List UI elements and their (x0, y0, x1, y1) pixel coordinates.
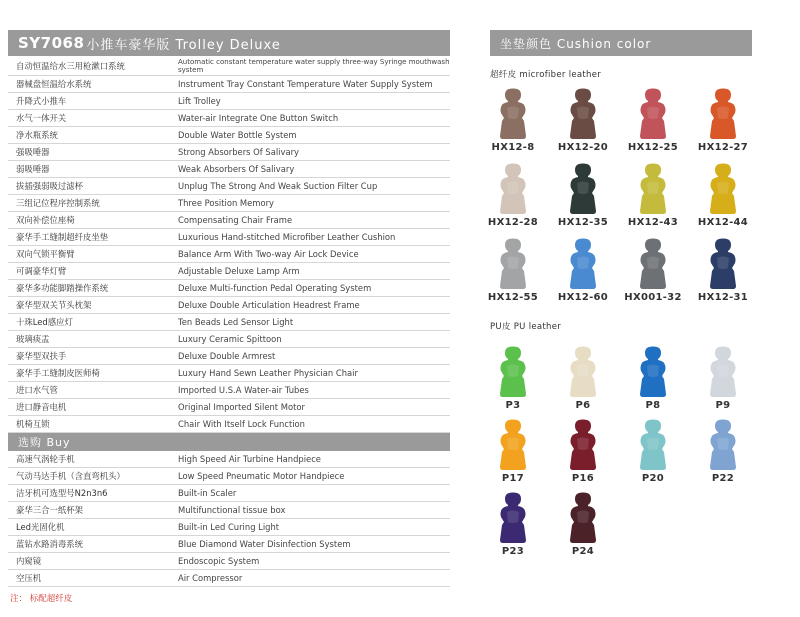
cushion-shape-icon (618, 346, 688, 398)
color-code: HX12-60 (557, 292, 609, 303)
optional-feature-list (8, 451, 450, 587)
feature-name-cn: 内窥镜 (16, 556, 42, 566)
feature-name-en: Instrument Tray Constant Temperature Water Supply System (178, 79, 433, 89)
table-row (8, 451, 450, 468)
feature-name-cn: 三组记位程序控制系统 (16, 198, 100, 208)
feature-name-en: Imported U.S.A Water-air Tubes (178, 385, 309, 395)
table-row (8, 570, 450, 587)
feature-name-cn: 豪华型双关节头枕架 (16, 300, 92, 310)
table-row (8, 212, 450, 229)
table-row (8, 178, 450, 195)
feature-name-en: Deluxe Multi-function Pedal Operating System (178, 283, 372, 293)
table-row (8, 382, 450, 399)
color-code: P16 (571, 473, 595, 484)
feature-name-en: Automatic constant temperature water supply three-way Syringe mouthwash system (178, 57, 450, 74)
cushion-shape-icon (618, 238, 688, 290)
cushion-shape-icon (548, 88, 618, 140)
cushion-shape-icon (478, 163, 548, 215)
spec-table (8, 30, 450, 604)
feature-name-en: Luxury Hand Sewn Leather Physician Chair (178, 368, 358, 378)
color-swatch (618, 88, 688, 153)
feature-name-en: High Speed Air Turbine Handpiece (178, 454, 321, 464)
feature-name-cn: 自动恒温给水三用枪漱口系统 (16, 60, 125, 71)
cushion-shape-icon (548, 419, 618, 471)
color-code: HX12-20 (557, 142, 609, 153)
feature-name-en: Low Speed Pneumatic Motor Handpiece (178, 471, 345, 481)
feature-name-en: Unplug The Strong And Weak Suction Filter Cup (178, 181, 378, 191)
table-row (8, 280, 450, 297)
cushion-shape-icon (548, 346, 618, 398)
color-code: P3 (505, 400, 521, 411)
table-row (8, 263, 450, 280)
color-swatch (688, 238, 758, 303)
color-swatch (548, 88, 618, 153)
cushion-shape-icon (688, 346, 758, 398)
microfiber-swatch-grid (487, 80, 752, 318)
feature-name-cn: 进口水气管 (16, 385, 58, 395)
feature-name-en: Ten Beads Led Sensor Light (178, 317, 294, 327)
feature-name-cn: 豪华手工缝制皮医师椅 (16, 368, 100, 378)
feature-name-cn: 豪华三合一纸杯架 (16, 505, 83, 515)
feature-name-en: Luxurious Hand-stitched Microfiber Leather Cushion (178, 232, 396, 242)
table-row (8, 331, 450, 348)
feature-name-en: Deluxe Double Articulation Headrest Frame (178, 300, 360, 310)
table-row (8, 536, 450, 553)
cushion-shape-icon (618, 88, 688, 140)
trolley-title: 小推车豪华版 Trolley Deluxe (86, 37, 281, 53)
feature-name-cn: 水气一体开关 (16, 113, 67, 123)
feature-name-cn: 洁牙机可选型号N2n3n6 (16, 488, 108, 498)
color-code: P22 (711, 473, 735, 484)
color-swatch (618, 238, 688, 303)
feature-name-cn: 弱吸唾器 (16, 164, 50, 174)
feature-name-cn: 可调豪华灯臂 (16, 266, 67, 276)
feature-name-en: Adjustable Deluxe Lamp Arm (178, 266, 300, 276)
color-code: HX12-44 (697, 217, 749, 228)
color-swatch (688, 163, 758, 228)
cushion-shape-icon (478, 346, 548, 398)
feature-name-en: Balance Arm With Two-way Air Lock Device (178, 249, 359, 259)
table-row (8, 297, 450, 314)
cushion-shape-icon (478, 238, 548, 290)
table-row (8, 502, 450, 519)
feature-name-en: Endoscopic System (178, 556, 260, 566)
cushion-shape-icon (478, 419, 548, 471)
color-code: HX12-27 (697, 142, 749, 153)
trolley-feature-list (8, 56, 450, 433)
feature-name-cn: 豪华型双扶手 (16, 351, 67, 361)
table-row (8, 56, 450, 76)
table-row (8, 485, 450, 502)
color-swatch (478, 163, 548, 228)
table-row (8, 229, 450, 246)
feature-name-cn: 玻璃痰盂 (16, 334, 50, 344)
feature-name-cn: 十珠Led感应灯 (16, 317, 73, 327)
color-code: HX12-28 (487, 217, 539, 228)
color-swatch (548, 492, 618, 557)
feature-name-en: Built-in Led Curing Light (178, 522, 280, 532)
table-row (8, 553, 450, 570)
color-swatch (478, 88, 548, 153)
color-code: HX12-31 (697, 292, 749, 303)
feature-name-cn: 豪华手工缝制超纤皮坐垫 (16, 232, 109, 242)
feature-name-cn: 空压机 (16, 573, 42, 583)
color-code: P20 (641, 473, 665, 484)
feature-name-cn: 进口静音电机 (16, 402, 67, 412)
color-code: HX12-55 (487, 292, 539, 303)
feature-name-cn: Led光固化机 (16, 522, 65, 532)
feature-name-en: Multifunctional tissue box (178, 505, 286, 515)
color-swatch (618, 419, 688, 484)
color-swatch (478, 419, 548, 484)
table-row (8, 348, 450, 365)
cushion-shape-icon (618, 419, 688, 471)
feature-name-en: Compensating Chair Frame (178, 215, 293, 225)
feature-name-cn: 气动马达手机（含直弯机头） (16, 471, 125, 481)
cushion-header: 坐垫颜色 Cushion color (490, 30, 752, 56)
feature-name-cn: 双向补偿位座椅 (16, 215, 75, 225)
color-swatch (478, 492, 548, 557)
feature-name-en: Water-air Integrate One Button Switch (178, 113, 339, 123)
color-code: P17 (501, 473, 525, 484)
microfiber-label: 超纤皮 microfiber leather (490, 70, 602, 80)
trolley-header (8, 30, 450, 56)
table-row (8, 468, 450, 485)
color-code: HX12-43 (627, 217, 679, 228)
color-code: P24 (571, 546, 595, 557)
table-row (8, 161, 450, 178)
feature-name-cn: 机椅互锁 (16, 419, 50, 429)
table-row (8, 416, 450, 433)
feature-name-en: Double Water Bottle System (178, 130, 297, 140)
cushion-panel (487, 30, 752, 562)
table-row (8, 110, 450, 127)
color-code: HX12-35 (557, 217, 609, 228)
color-swatch (548, 238, 618, 303)
cushion-shape-icon (548, 238, 618, 290)
color-code: HX12-25 (627, 142, 679, 153)
cushion-shape-icon (688, 88, 758, 140)
color-code: P9 (715, 400, 731, 411)
pu-label: PU皮 PU leather (490, 322, 562, 332)
table-row (8, 127, 450, 144)
buy-header: 选购 Buy (8, 433, 450, 451)
color-swatch (548, 163, 618, 228)
model-code: SY7068 (18, 34, 85, 52)
feature-name-cn: 升降式小推车 (16, 96, 67, 106)
feature-name-en: Deluxe Double Armrest (178, 351, 276, 361)
color-code: P23 (501, 546, 525, 557)
feature-name-en: Original Imported Silent Motor (178, 402, 305, 412)
pu-swatch-grid (490, 332, 752, 562)
cushion-shape-icon (548, 492, 618, 544)
color-swatch (688, 419, 758, 484)
color-swatch (688, 346, 758, 411)
cushion-shape-icon (548, 163, 618, 215)
table-row (8, 76, 450, 93)
feature-name-cn: 强吸唾器 (16, 147, 50, 157)
feature-name-en: Air Compressor (178, 573, 243, 583)
color-swatch (618, 346, 688, 411)
feature-name-cn: 蓝钻水路消毒系统 (16, 539, 83, 549)
feature-name-cn: 净水瓶系统 (16, 130, 58, 140)
table-row (8, 246, 450, 263)
color-swatch (618, 163, 688, 228)
feature-name-en: Chair With Itself Lock Function (178, 419, 305, 429)
note-text: 注： 标配超纤皮 (10, 594, 73, 604)
color-code: P6 (575, 400, 591, 411)
table-row (8, 195, 450, 212)
color-swatch (548, 346, 618, 411)
feature-name-cn: 高速气涡轮手机 (16, 454, 75, 464)
feature-name-cn: 拔插强弱吸过滤杯 (16, 181, 83, 191)
color-swatch (548, 419, 618, 484)
cushion-shape-icon (478, 88, 548, 140)
feature-name-cn: 豪华多功能脚踏操作系统 (16, 283, 109, 293)
feature-name-en: Lift Trolley (178, 96, 221, 106)
feature-name-cn: 器械盘恒温给水系统 (16, 79, 92, 89)
feature-name-en: Luxury Ceramic Spittoon (178, 334, 282, 344)
color-swatch (478, 346, 548, 411)
color-code: HX001-32 (624, 292, 682, 303)
cushion-shape-icon (618, 163, 688, 215)
color-swatch (688, 88, 758, 153)
feature-name-en: Three Position Memory (178, 198, 274, 208)
feature-name-en: Blue Diamond Water Disinfection System (178, 539, 351, 549)
feature-name-en: Built-in Scaler (178, 488, 237, 498)
table-row (8, 144, 450, 161)
cushion-shape-icon (688, 163, 758, 215)
table-row (8, 519, 450, 536)
color-code: HX12-8 (491, 142, 535, 153)
cushion-shape-icon (688, 419, 758, 471)
table-row (8, 314, 450, 331)
cushion-shape-icon (688, 238, 758, 290)
table-row (8, 399, 450, 416)
cushion-shape-icon (478, 492, 548, 544)
feature-name-en: Strong Absorbers Of Salivary (178, 147, 299, 157)
feature-name-cn: 双向气锁平衡臂 (16, 249, 75, 259)
color-code: P8 (645, 400, 661, 411)
feature-name-en: Weak Absorbers Of Salivary (178, 164, 295, 174)
table-row (8, 365, 450, 382)
color-swatch (478, 238, 548, 303)
table-row (8, 93, 450, 110)
